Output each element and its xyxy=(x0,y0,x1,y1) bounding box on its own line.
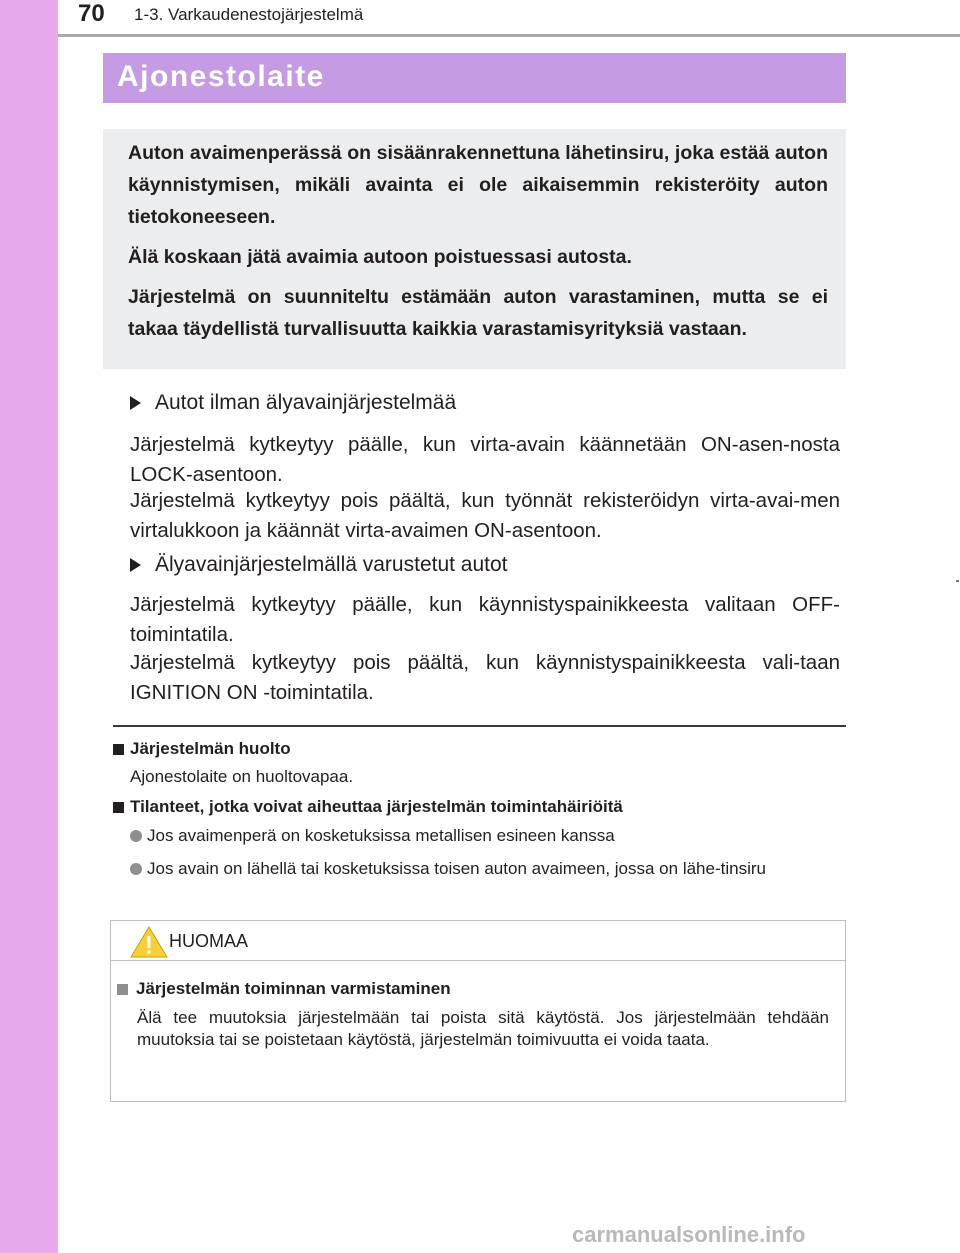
page-number: 70 xyxy=(78,0,105,27)
body-paragraph: Järjestelmä kytkeytyy päälle, kun virta-avain käännetään ON-asen-nosta LOCK-asentoon. xyxy=(130,433,840,486)
body-paragraph: Järjestelmä kytkeytyy päälle, kun käynnistyspainikkeesta valitaan OFF-toimintatila. xyxy=(130,593,840,646)
circle-bullet-icon xyxy=(130,830,142,842)
section-title: Ajonestolaite xyxy=(117,60,325,93)
note-heading-text: Järjestelmän huolto xyxy=(130,739,291,758)
note-text: Ajonestolaite on huoltovapaa. xyxy=(130,767,354,786)
note-list-item xyxy=(130,825,845,847)
vehicle-type-heading xyxy=(130,391,456,415)
vehicle-type-heading-text: Älyavainjärjestelmällä varustetut autot xyxy=(155,553,508,576)
triangle-bullet-icon xyxy=(130,396,141,410)
square-bullet-icon xyxy=(113,802,124,813)
vehicle-type-heading xyxy=(130,553,508,577)
section-divider xyxy=(113,725,846,727)
caution-label: HUOMAA xyxy=(169,931,249,951)
note-heading-text: Tilanteet, jotka voivat aiheuttaa järjestelmän toimintahäiriöitä xyxy=(130,797,623,816)
page-header xyxy=(58,0,960,40)
summary-paragraph: Järjestelmä on suunniteltu estämään auton varastaminen, mutta se ei takaa täydellistä turvallisuutta kaikkia varastamisyrityksiä vastaan. xyxy=(128,286,828,340)
chapter-title: 1-3. Varkaudenestojärjestelmä xyxy=(134,5,364,24)
note-heading xyxy=(113,739,291,759)
caution-subheading-text: Järjestelmän toiminnan varmistaminen xyxy=(136,979,451,998)
summary-paragraph: Älä koskaan jätä avaimia autoon poistuessasi autosta. xyxy=(128,246,632,268)
vehicle-type-heading-text: Autot ilman älyavainjärjestelmää xyxy=(155,391,457,414)
note-list-item-text: Jos avain on lähellä tai kosketuksissa toisen auton avaimeen, jossa on lähe-tinsiru xyxy=(147,859,766,878)
caution-subheading xyxy=(117,979,451,999)
caution-header xyxy=(111,921,845,961)
caution-text: Älä tee muutoksia järjestelmään tai poista sitä käytöstä. Jos järjestelmään tehdään muutoksia tai se poistetaan käytöstä, järjestelmän toimivuutta ei voida taata. xyxy=(137,1008,829,1049)
triangle-bullet-icon xyxy=(130,558,141,572)
watermark: carmanualsonline.info xyxy=(572,1222,806,1247)
body-paragraph: Järjestelmä kytkeytyy pois päältä, kun käynnistyspainikkeesta vali-taan IGNITION ON -toimintatila. xyxy=(130,651,840,704)
square-bullet-icon xyxy=(113,744,124,755)
summary-box xyxy=(103,129,846,369)
caution-box xyxy=(110,920,846,1102)
circle-bullet-icon xyxy=(130,863,142,875)
warning-triangle-icon xyxy=(129,925,169,959)
summary-paragraph: Auton avaimenperässä on sisäänrakennettuna lähetinsiru, joka estää auton käynnistymisen, mikäli avainta ei ole aikaisemmin rekisteröity auton tietokoneeseen. xyxy=(128,142,828,228)
section-title-bar xyxy=(103,53,846,103)
edge-mark xyxy=(956,580,959,582)
note-list-item-text: Jos avaimenperä on kosketuksissa metallisen esineen kanssa xyxy=(147,826,615,845)
square-bullet-icon xyxy=(117,984,128,995)
note-heading xyxy=(113,797,623,817)
header-rule xyxy=(58,34,960,37)
chapter-side-tab xyxy=(0,0,58,1253)
note-list-item xyxy=(130,858,845,880)
body-paragraph: Järjestelmä kytkeytyy pois päältä, kun työnnät rekisteröidyn virta-avai-men virtalukkoon ja käännät virta-avaimen ON-asentoon. xyxy=(130,489,840,542)
